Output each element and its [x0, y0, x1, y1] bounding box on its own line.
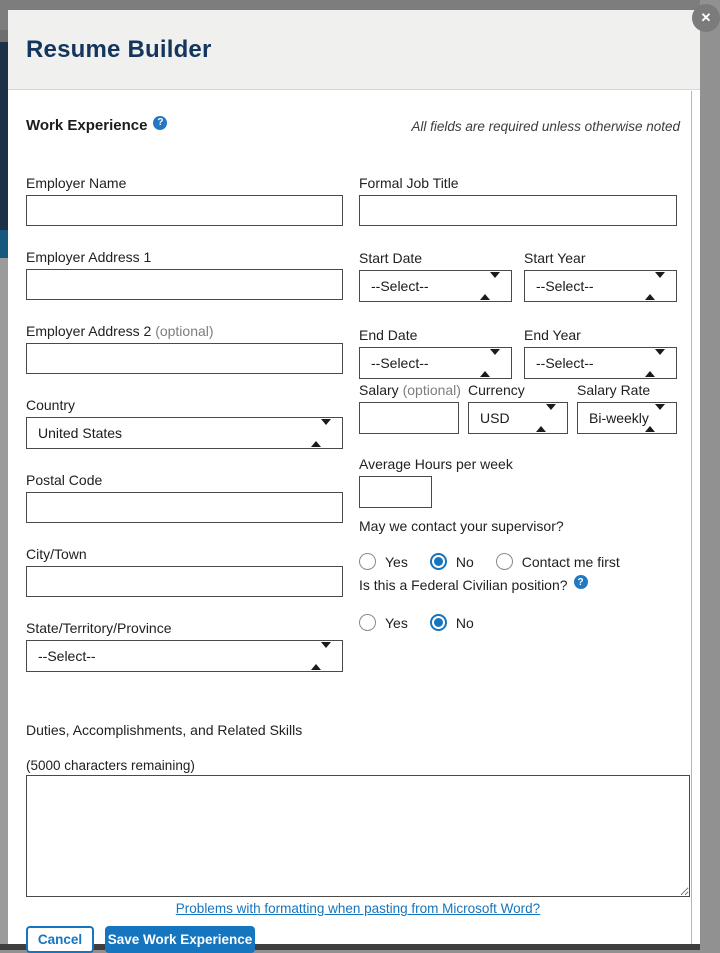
- salary-group: [359, 382, 459, 434]
- duties-textarea[interactable]: [26, 775, 690, 897]
- start-date-select-value: --Select--: [371, 278, 429, 294]
- supervisor-option-no[interactable]: No: [430, 553, 474, 570]
- end-year-select-value: --Select--: [536, 355, 594, 371]
- employer-address1-label: Employer Address 1: [26, 249, 152, 265]
- city-group: [26, 546, 343, 597]
- state-select[interactable]: [26, 640, 343, 672]
- end-year-label: End Year: [524, 327, 581, 343]
- section-header-row: [26, 117, 685, 134]
- form-columns: [26, 175, 685, 695]
- job-title-group: [359, 175, 677, 226]
- radio-icon[interactable]: [359, 553, 376, 570]
- dimmed-page-left: [0, 0, 8, 950]
- salary-rate-group: [577, 382, 677, 434]
- section-title: [26, 117, 167, 134]
- employer-address1-group: [26, 249, 343, 300]
- postal-code-group: [26, 472, 343, 523]
- federal-radio-group: [359, 614, 677, 631]
- close-icon[interactable]: ✕: [692, 4, 720, 32]
- select-arrow-icon: [311, 648, 331, 664]
- postal-code-input[interactable]: [26, 492, 343, 523]
- supervisor-option-yes[interactable]: Yes: [359, 553, 408, 570]
- dimmed-page-segment-blue: [0, 230, 8, 258]
- country-group: [26, 397, 343, 449]
- job-title-label: Formal Job Title: [359, 175, 459, 191]
- supervisor-radio-group: [359, 553, 677, 570]
- start-year-select[interactable]: [524, 270, 677, 302]
- help-icon[interactable]: ?: [574, 575, 588, 589]
- country-label: Country: [26, 397, 76, 413]
- end-date-group: [359, 327, 512, 379]
- federal-question: Is this a Federal Civilian position? ?: [359, 577, 677, 593]
- end-date-row: [359, 327, 677, 379]
- salary-row: [359, 382, 677, 434]
- currency-group: [468, 382, 568, 434]
- start-date-row: [359, 250, 677, 302]
- select-arrow-icon: [480, 278, 500, 294]
- salary-label: Salary (optional): [359, 382, 461, 398]
- supervisor-option-contact-first[interactable]: Contact me first: [496, 553, 620, 570]
- start-year-group: [524, 250, 677, 302]
- supervisor-question: May we contact your supervisor?: [359, 518, 564, 534]
- radio-icon[interactable]: [359, 614, 376, 631]
- avg-hours-group: [359, 456, 677, 508]
- select-arrow-icon: [645, 355, 665, 371]
- button-row: [26, 926, 685, 953]
- dimmed-page-segment-navy: [0, 42, 8, 230]
- optional-hint: (optional): [402, 382, 461, 398]
- currency-select[interactable]: [468, 402, 568, 434]
- end-date-label: End Date: [359, 327, 418, 343]
- start-date-label: Start Date: [359, 250, 423, 266]
- postal-code-label: Postal Code: [26, 472, 103, 488]
- employer-address2-group: [26, 323, 343, 374]
- salary-rate-select-value: Bi-weekly: [589, 410, 649, 426]
- select-arrow-icon: [480, 355, 500, 371]
- radio-selected-icon[interactable]: [430, 614, 447, 631]
- end-year-select[interactable]: [524, 347, 677, 379]
- save-work-experience-button[interactable]: Save Work Experience: [105, 926, 255, 953]
- employer-address1-input[interactable]: [26, 269, 343, 300]
- duties-label: Duties, Accomplishments, and Related Skills: [26, 722, 303, 738]
- optional-hint: (optional): [155, 323, 214, 339]
- country-select[interactable]: [26, 417, 343, 449]
- formatting-help-link[interactable]: Problems with formatting when pasting from Microsoft Word?: [175, 901, 541, 916]
- section-title-label: Work Experience: [26, 117, 148, 134]
- start-date-select[interactable]: [359, 270, 512, 302]
- dimmed-page-segment: [0, 30, 8, 42]
- cancel-button[interactable]: Cancel: [26, 926, 94, 953]
- end-date-select[interactable]: [359, 347, 512, 379]
- resume-builder-modal: [8, 10, 712, 947]
- avg-hours-label: Average Hours per week: [359, 456, 513, 472]
- salary-rate-select[interactable]: [577, 402, 677, 434]
- modal-header: [8, 10, 700, 90]
- word-link-row: [26, 900, 690, 918]
- start-year-label: Start Year: [524, 250, 586, 266]
- state-label: State/Territory/Province: [26, 620, 172, 636]
- avg-hours-input[interactable]: [359, 476, 432, 508]
- city-label: City/Town: [26, 546, 87, 562]
- right-column: [359, 175, 677, 695]
- employer-address2-label: Employer Address 2 (optional): [26, 323, 214, 339]
- modal-title: Resume Builder: [26, 35, 212, 63]
- state-select-value: --Select--: [38, 648, 96, 664]
- select-arrow-icon: [536, 410, 556, 426]
- employer-address2-input[interactable]: [26, 343, 343, 374]
- help-icon[interactable]: ?: [153, 116, 167, 130]
- radio-icon[interactable]: [496, 553, 513, 570]
- left-column: [26, 175, 343, 695]
- select-arrow-icon: [645, 278, 665, 294]
- select-arrow-icon: [645, 410, 665, 426]
- salary-input[interactable]: [359, 402, 459, 434]
- end-date-select-value: --Select--: [371, 355, 429, 371]
- country-select-value: United States: [38, 425, 123, 441]
- radio-selected-icon[interactable]: [430, 553, 447, 570]
- dimmed-page-top: [0, 0, 700, 10]
- select-arrow-icon: [311, 425, 331, 441]
- modal-scrollbar-line: [691, 91, 692, 944]
- employer-name-group: [26, 175, 343, 226]
- employer-name-label: Employer Name: [26, 175, 127, 191]
- state-group: [26, 620, 343, 672]
- salary-rate-label: Salary Rate: [577, 382, 651, 398]
- characters-remaining: (5000 characters remaining): [26, 758, 195, 773]
- start-year-select-value: --Select--: [536, 278, 594, 294]
- currency-label: Currency: [468, 382, 525, 398]
- currency-select-value: USD: [480, 410, 510, 426]
- required-note: All fields are required unless otherwise noted: [411, 119, 680, 134]
- end-year-group: [524, 327, 677, 379]
- start-date-group: [359, 250, 512, 302]
- federal-option-yes[interactable]: Yes: [359, 614, 408, 631]
- dimmed-page-segment: [0, 0, 8, 30]
- city-input[interactable]: [26, 566, 343, 597]
- job-title-input[interactable]: [359, 195, 677, 226]
- employer-name-input[interactable]: [26, 195, 343, 226]
- federal-option-no[interactable]: No: [430, 614, 474, 631]
- modal-body: [8, 117, 700, 953]
